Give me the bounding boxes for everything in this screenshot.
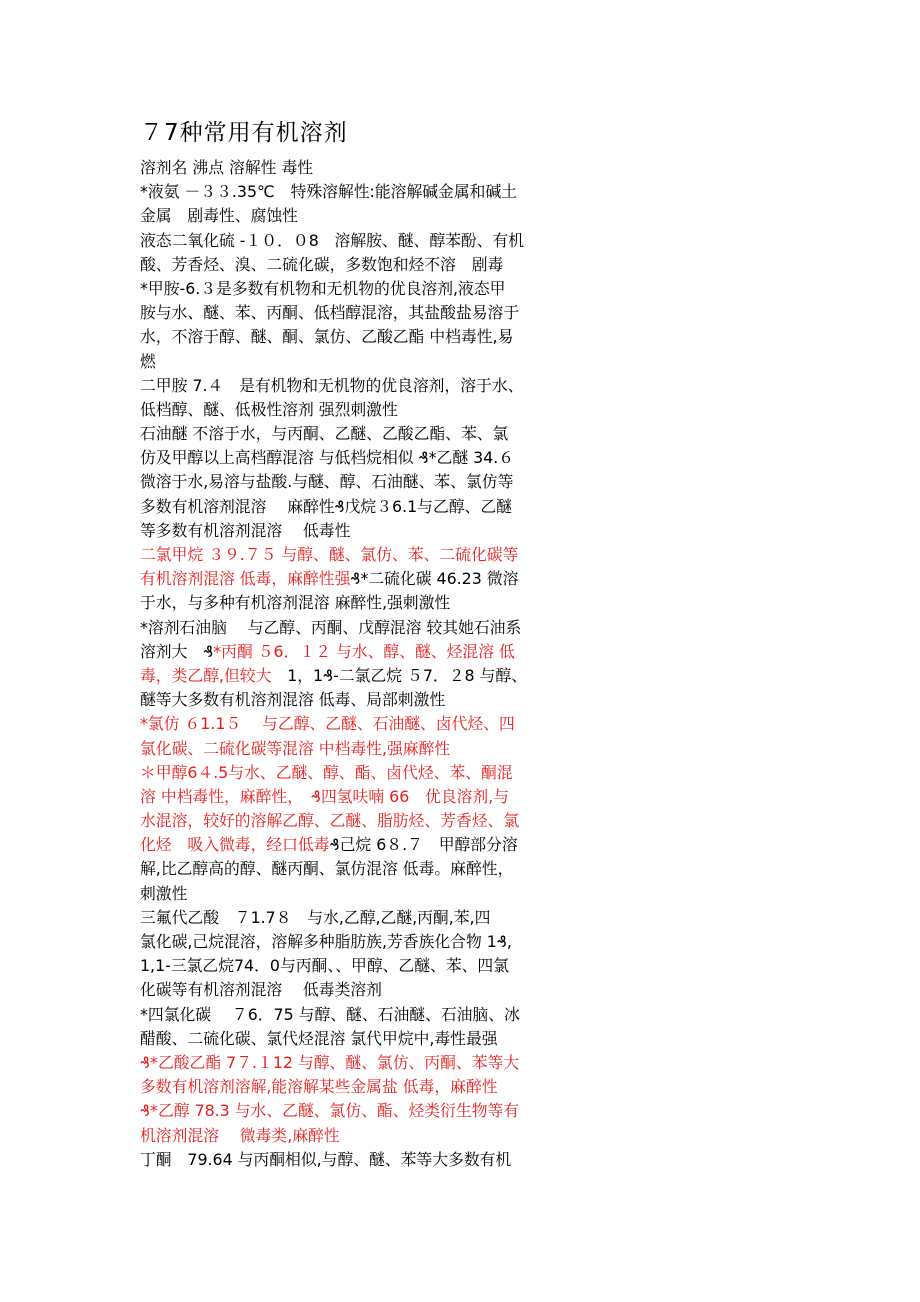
text-segment: 氯化碳、二硫化碳等混溶 中档毒性,强麻醉性 bbox=[140, 738, 451, 758]
text-line bbox=[140, 978, 582, 1002]
text-line bbox=[140, 954, 582, 978]
text-segment: 醋酸、二硫化碳、氯代烃混溶 氯代甲烷中,毒性最强 bbox=[140, 1028, 498, 1048]
text-segment: 化碳等有机溶剂混溶 低毒类溶剂 bbox=[140, 980, 382, 1000]
text-line bbox=[140, 712, 582, 736]
document-title: ７7种常用有机溶剂 bbox=[140, 120, 348, 146]
text-line bbox=[140, 688, 582, 712]
text-line bbox=[140, 737, 582, 761]
text-segment: 溶剂大 ₰ bbox=[140, 641, 214, 661]
text-line bbox=[140, 446, 582, 470]
text-segment: 溶 中档毒性，麻醉性， ₰四氢呋喃 66 优良溶剂,与 bbox=[140, 786, 510, 806]
text-segment: 化烃 吸入微毒，经口低毒 bbox=[140, 835, 330, 855]
text-segment: 三氟代乙酸 ７1.7８ 与水,乙醇,乙醚,丙酮,苯,四 bbox=[140, 907, 491, 927]
text-segment: 石油醚 不溶于水，与丙酮、乙醚、乙酸乙酯、苯、氯 bbox=[140, 424, 509, 444]
text-line bbox=[140, 664, 582, 688]
text-segment: 丁酮 79.64 与丙酮相似,与醇、醚、苯等大多数有机 bbox=[140, 1149, 512, 1169]
text-segment: 胺与水、醚、苯、丙酮、低档醇混溶，其盐酸盐易溶于 bbox=[140, 303, 520, 323]
text-segment: 解,比乙醇高的醇、醚丙酮、氯仿混溶 低毒。麻醉性， bbox=[140, 859, 514, 879]
text-line bbox=[140, 495, 582, 519]
text-segment: 1，1₰-二氯乙烷 ５7．２8 与醇、 bbox=[271, 665, 527, 685]
text-line bbox=[140, 543, 582, 567]
text-segment: 等多数有机溶剂混溶 低毒性 bbox=[140, 520, 351, 540]
text-line bbox=[140, 519, 582, 543]
text-segment: *四氯化碳 ７6．75 与醇、醚、石油醚、石油脑、冰 bbox=[140, 1004, 520, 1024]
text-segment: 液态二氧化硫 -１０．０8 溶解胺、醚、醇苯酚、有机 bbox=[140, 230, 525, 250]
text-segment: *液氨 －３３.35℃ 特殊溶解性:能溶解碱金属和碱土 bbox=[140, 182, 518, 202]
text-line bbox=[140, 470, 582, 494]
text-segment: 机溶剂混溶 微毒类,麻醉性 bbox=[140, 1125, 340, 1145]
text-line bbox=[140, 422, 582, 446]
text-segment: 毒，类乙醇,但较大 bbox=[140, 665, 272, 685]
text-segment: 醚等大多数有机溶剂混溶 低毒、局部刺激性 bbox=[140, 690, 446, 710]
text-line bbox=[140, 882, 582, 906]
text-line bbox=[140, 640, 582, 664]
text-line bbox=[140, 277, 582, 301]
text-line bbox=[140, 809, 582, 833]
text-line bbox=[140, 930, 582, 954]
text-segment: ₰*乙酸乙酯 7７.１12 与醇、醚、氯仿、丙酮、苯等大 bbox=[140, 1052, 520, 1072]
text-segment: 多数有机溶剂溶解,能溶解某些金属盐 低毒，麻醉性 bbox=[140, 1077, 498, 1097]
text-line bbox=[140, 180, 582, 204]
text-line bbox=[140, 785, 582, 809]
text-segment: 二甲胺 7.４ 是有机物和无机物的优良溶剂，溶于水、 bbox=[140, 375, 524, 395]
text-segment: 1,1-三氯乙烷74．0与丙酮、、甲醇、乙醚、苯、四氯 bbox=[140, 956, 510, 976]
text-segment: 微溶于水,易溶与盐酸.与醚、醇、石油醚、苯、氯仿等 bbox=[140, 472, 514, 492]
text-segment: 水混溶，较好的溶解乙醇、乙醚、脂肪烃、芳香烃、氯 bbox=[140, 811, 520, 831]
text-line bbox=[140, 857, 582, 881]
document-body bbox=[140, 156, 582, 1172]
text-line bbox=[140, 325, 582, 349]
text-line bbox=[140, 398, 582, 422]
text-segment: *甲胺-6.３是多数有机物和无机物的优良溶剂,液态甲 bbox=[140, 278, 506, 298]
text-line bbox=[140, 1124, 582, 1148]
text-segment: *溶剂石油脑 与乙醇、丙酮、戊醇混溶 较其她石油系 bbox=[140, 617, 522, 637]
text-line bbox=[140, 301, 582, 325]
text-line bbox=[140, 1027, 582, 1051]
text-segment: 低档醇、醚、低极性溶剂 强烈刺激性 bbox=[140, 399, 398, 419]
text-segment: *丙酮 ５6．１２ 与水、醇、醚、烃混溶 低 bbox=[213, 641, 515, 661]
text-line bbox=[140, 156, 582, 180]
text-line bbox=[140, 1075, 582, 1099]
text-line bbox=[140, 229, 582, 253]
text-line bbox=[140, 1099, 582, 1123]
text-segment: 氯化碳,己烷混溶，溶解多种脂肪族,芳香族化合物 1₰, bbox=[140, 932, 512, 951]
text-line bbox=[140, 1051, 582, 1075]
text-segment: ₰*二硫化碳 46.23 微溶 bbox=[350, 569, 519, 589]
text-segment: 燃 bbox=[140, 351, 156, 371]
text-line bbox=[140, 374, 582, 398]
text-segment: 水，不溶于醇、醚、酮、氯仿、乙酸乙酯 中档毒性,易 bbox=[140, 327, 514, 347]
text-line bbox=[140, 1003, 582, 1027]
text-segment: 有机溶剂混溶 低毒，麻醉性强 bbox=[140, 569, 351, 589]
text-line bbox=[140, 567, 582, 591]
text-line bbox=[140, 253, 582, 277]
text-line bbox=[140, 204, 582, 228]
text-line bbox=[140, 833, 582, 857]
text-segment: ₰己烷 6８.７ 甲醇部分溶 bbox=[329, 835, 518, 855]
text-segment: ₰*乙醇 78.3 与水、乙醚、氯仿、酯、烃类衍生物等有 bbox=[140, 1101, 520, 1121]
text-segment: 于水，与多种有机溶剂混溶 麻醉性,强刺激性 bbox=[140, 593, 451, 613]
text-segment: 溶剂名 沸点 溶解性 毒性 bbox=[140, 158, 314, 177]
text-line bbox=[140, 1148, 582, 1172]
text-segment: 多数有机溶剂混溶 麻醉性₰戊烷３6.1与乙醇、乙醚 bbox=[140, 496, 512, 516]
document-page bbox=[140, 118, 582, 1172]
text-segment: 仿及甲醇以上高档醇混溶 与低档烷相似 ₰*乙醚 34.６ bbox=[140, 448, 515, 468]
text-line bbox=[140, 906, 582, 930]
text-segment: 刺激性 bbox=[140, 883, 188, 903]
text-line bbox=[140, 591, 582, 615]
text-line bbox=[140, 761, 582, 785]
text-line bbox=[140, 350, 582, 374]
text-segment: 二氯甲烷 ３９.７５ 与醇、醚、氯仿、苯、二硫化碳等 bbox=[140, 545, 519, 564]
text-segment: *氯仿 ６1.1５ 与乙醇、乙醚、石油醚、卤代烃、四 bbox=[140, 714, 515, 734]
text-line bbox=[140, 616, 582, 640]
text-segment: 酸、芳香烃、溴、二硫化碳，多数饱和烃不溶 剧毒 bbox=[140, 254, 504, 274]
text-segment: 金属 剧毒性、腐蚀性 bbox=[140, 206, 298, 226]
text-segment: ＊甲醇6４.5与水、乙醚、醇、酯、卤代烃、苯、酮混 bbox=[140, 762, 513, 782]
